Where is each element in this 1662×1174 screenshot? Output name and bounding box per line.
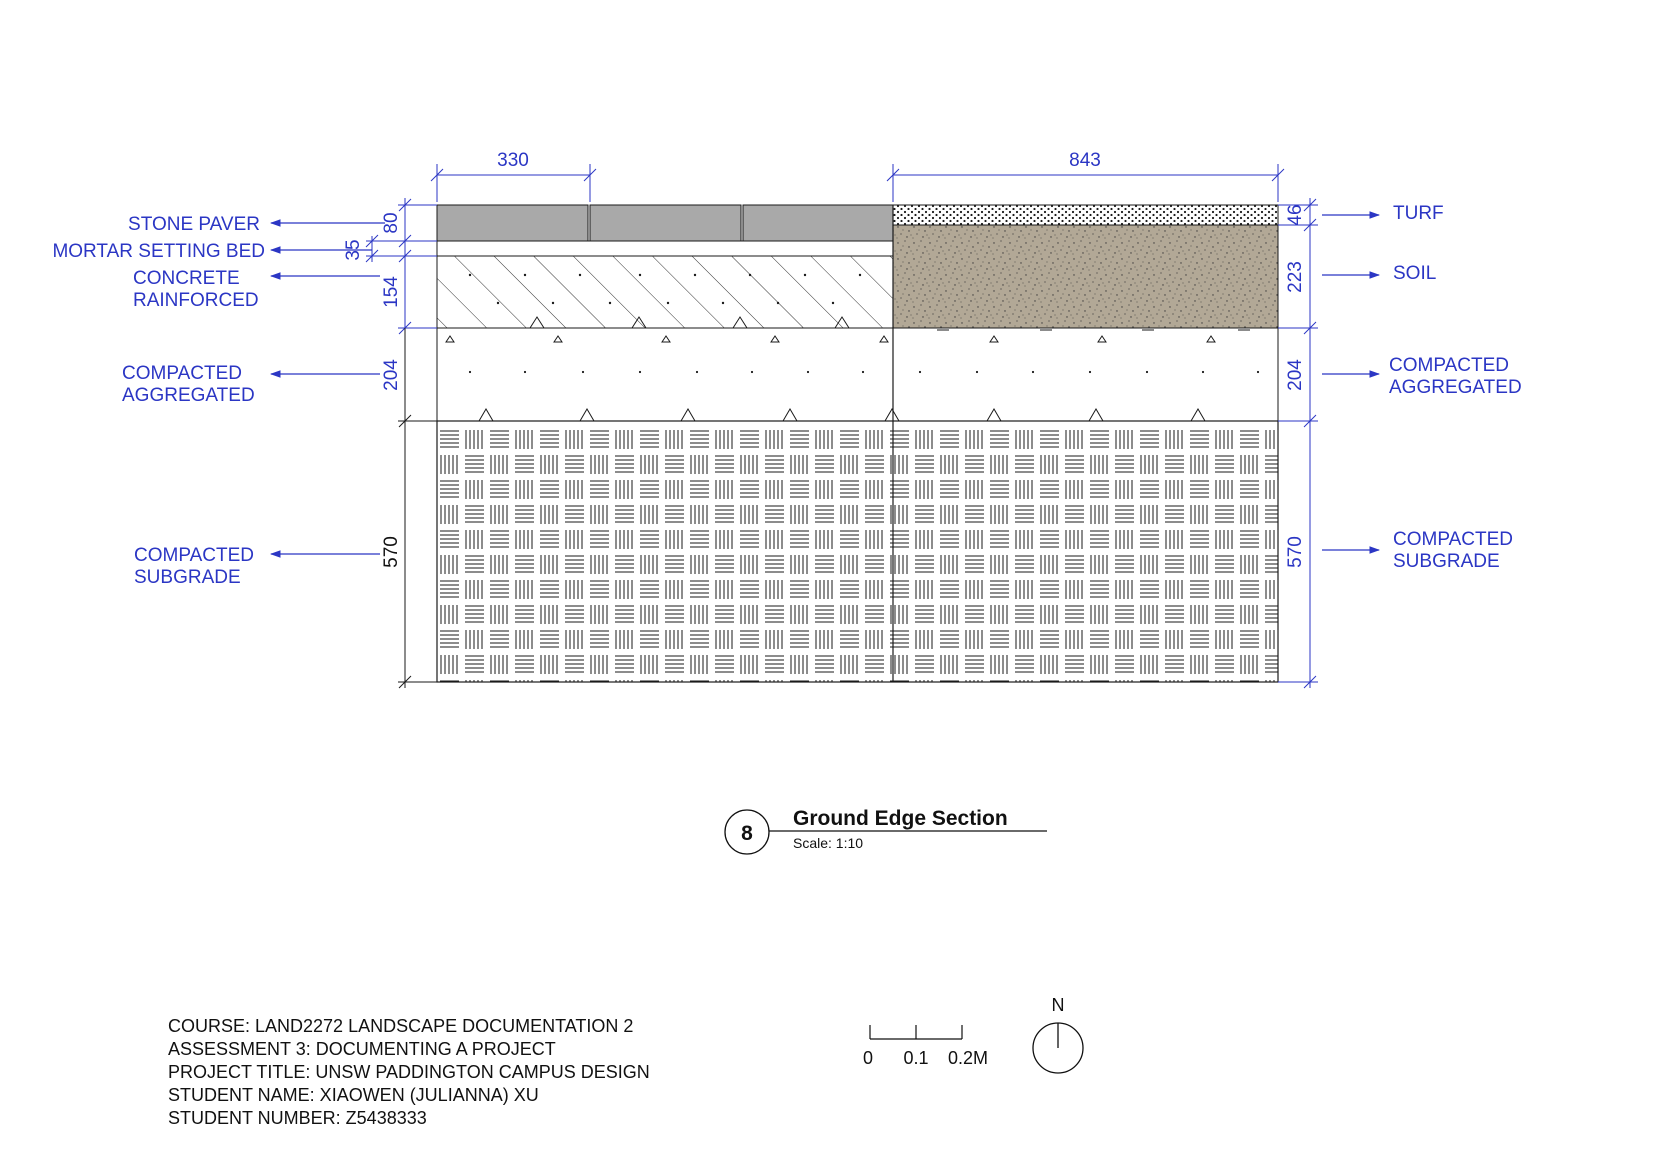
left-leaders	[271, 223, 385, 554]
info-project-title: PROJECT TITLE: UNSW PADDINGTON CAMPUS DESIGN	[168, 1062, 650, 1082]
stone-paver-1	[437, 205, 588, 241]
label-subgrade-left-line1: COMPACTED	[134, 545, 254, 566]
dim-left-mortar: 35	[343, 239, 364, 261]
section-number: 8	[741, 822, 753, 845]
label-mortar-setting-bed: MORTAR SETTING BED	[52, 241, 265, 262]
soil-layer	[893, 225, 1278, 328]
scale-bar	[870, 1025, 962, 1039]
stone-paver-3	[743, 205, 893, 241]
label-subgrade-right-line1: COMPACTED	[1393, 529, 1513, 550]
info-student-number: STUDENT NUMBER: Z5438333	[168, 1108, 427, 1128]
section-title-block	[725, 807, 1047, 854]
dim-left-paver: 80	[381, 212, 402, 234]
dim-top-turf: 843	[1069, 150, 1101, 171]
dim-right-subgrade: 570	[1285, 536, 1306, 568]
north-arrow-icon	[1033, 1023, 1083, 1073]
label-concrete-line1: CONCRETE	[133, 268, 240, 289]
dim-left-subgrade: 570	[381, 536, 402, 568]
label-aggregate-left-line2: AGGREGATED	[122, 385, 255, 406]
label-aggregate-left-line1: COMPACTED	[122, 363, 242, 384]
label-stone-paver: STONE PAVER	[128, 214, 260, 235]
scale-tick-1: 0.1	[903, 1048, 929, 1068]
compacted-subgrade-layer	[437, 421, 1278, 682]
label-soil: SOIL	[1393, 263, 1437, 284]
label-subgrade-right-line2: SUBGRADE	[1393, 551, 1500, 572]
concrete-reinforced	[437, 256, 893, 328]
label-aggregate-right-line1: COMPACTED	[1389, 355, 1509, 376]
left-dimension-lines-lower	[398, 328, 437, 688]
dim-right-soil: 223	[1285, 261, 1306, 293]
paving-side-layers	[437, 205, 893, 328]
dim-left-concrete: 154	[381, 276, 402, 308]
north-label: N	[1051, 995, 1065, 1015]
dim-right-turf: 46	[1285, 204, 1306, 226]
info-course: COURSE: LAND2272 LANDSCAPE DOCUMENTATION 2	[168, 1016, 634, 1036]
label-aggregate-right-line2: AGGREGATED	[1389, 377, 1522, 398]
turf-side-layers	[893, 205, 1278, 328]
label-concrete-line2: RAINFORCED	[133, 290, 259, 311]
label-subgrade-left-line2: SUBGRADE	[134, 567, 241, 588]
label-turf: TURF	[1393, 203, 1444, 224]
project-info	[168, 1016, 650, 1128]
dim-left-aggregate: 204	[381, 359, 402, 391]
info-assessment: ASSESSMENT 3: DOCUMENTING A PROJECT	[168, 1039, 556, 1059]
turf-layer	[893, 205, 1278, 225]
stone-paver-2	[590, 205, 741, 241]
info-student-name: STUDENT NAME: XIAOWEN (JULIANNA) XU	[168, 1085, 539, 1105]
scale-tick-2: 0.2M	[947, 1048, 989, 1068]
mortar-setting-bed	[437, 241, 893, 256]
section-scale: Scale: 1:10	[793, 835, 864, 851]
right-leaders	[1322, 215, 1379, 550]
top-dimensions	[431, 164, 1284, 202]
dim-right-aggregate: 204	[1285, 359, 1306, 391]
compacted-aggregate-layer	[437, 317, 1278, 421]
dim-top-paver: 330	[497, 150, 529, 171]
scale-tick-0: 0	[862, 1048, 874, 1068]
section-title: Ground Edge Section	[793, 807, 1008, 830]
